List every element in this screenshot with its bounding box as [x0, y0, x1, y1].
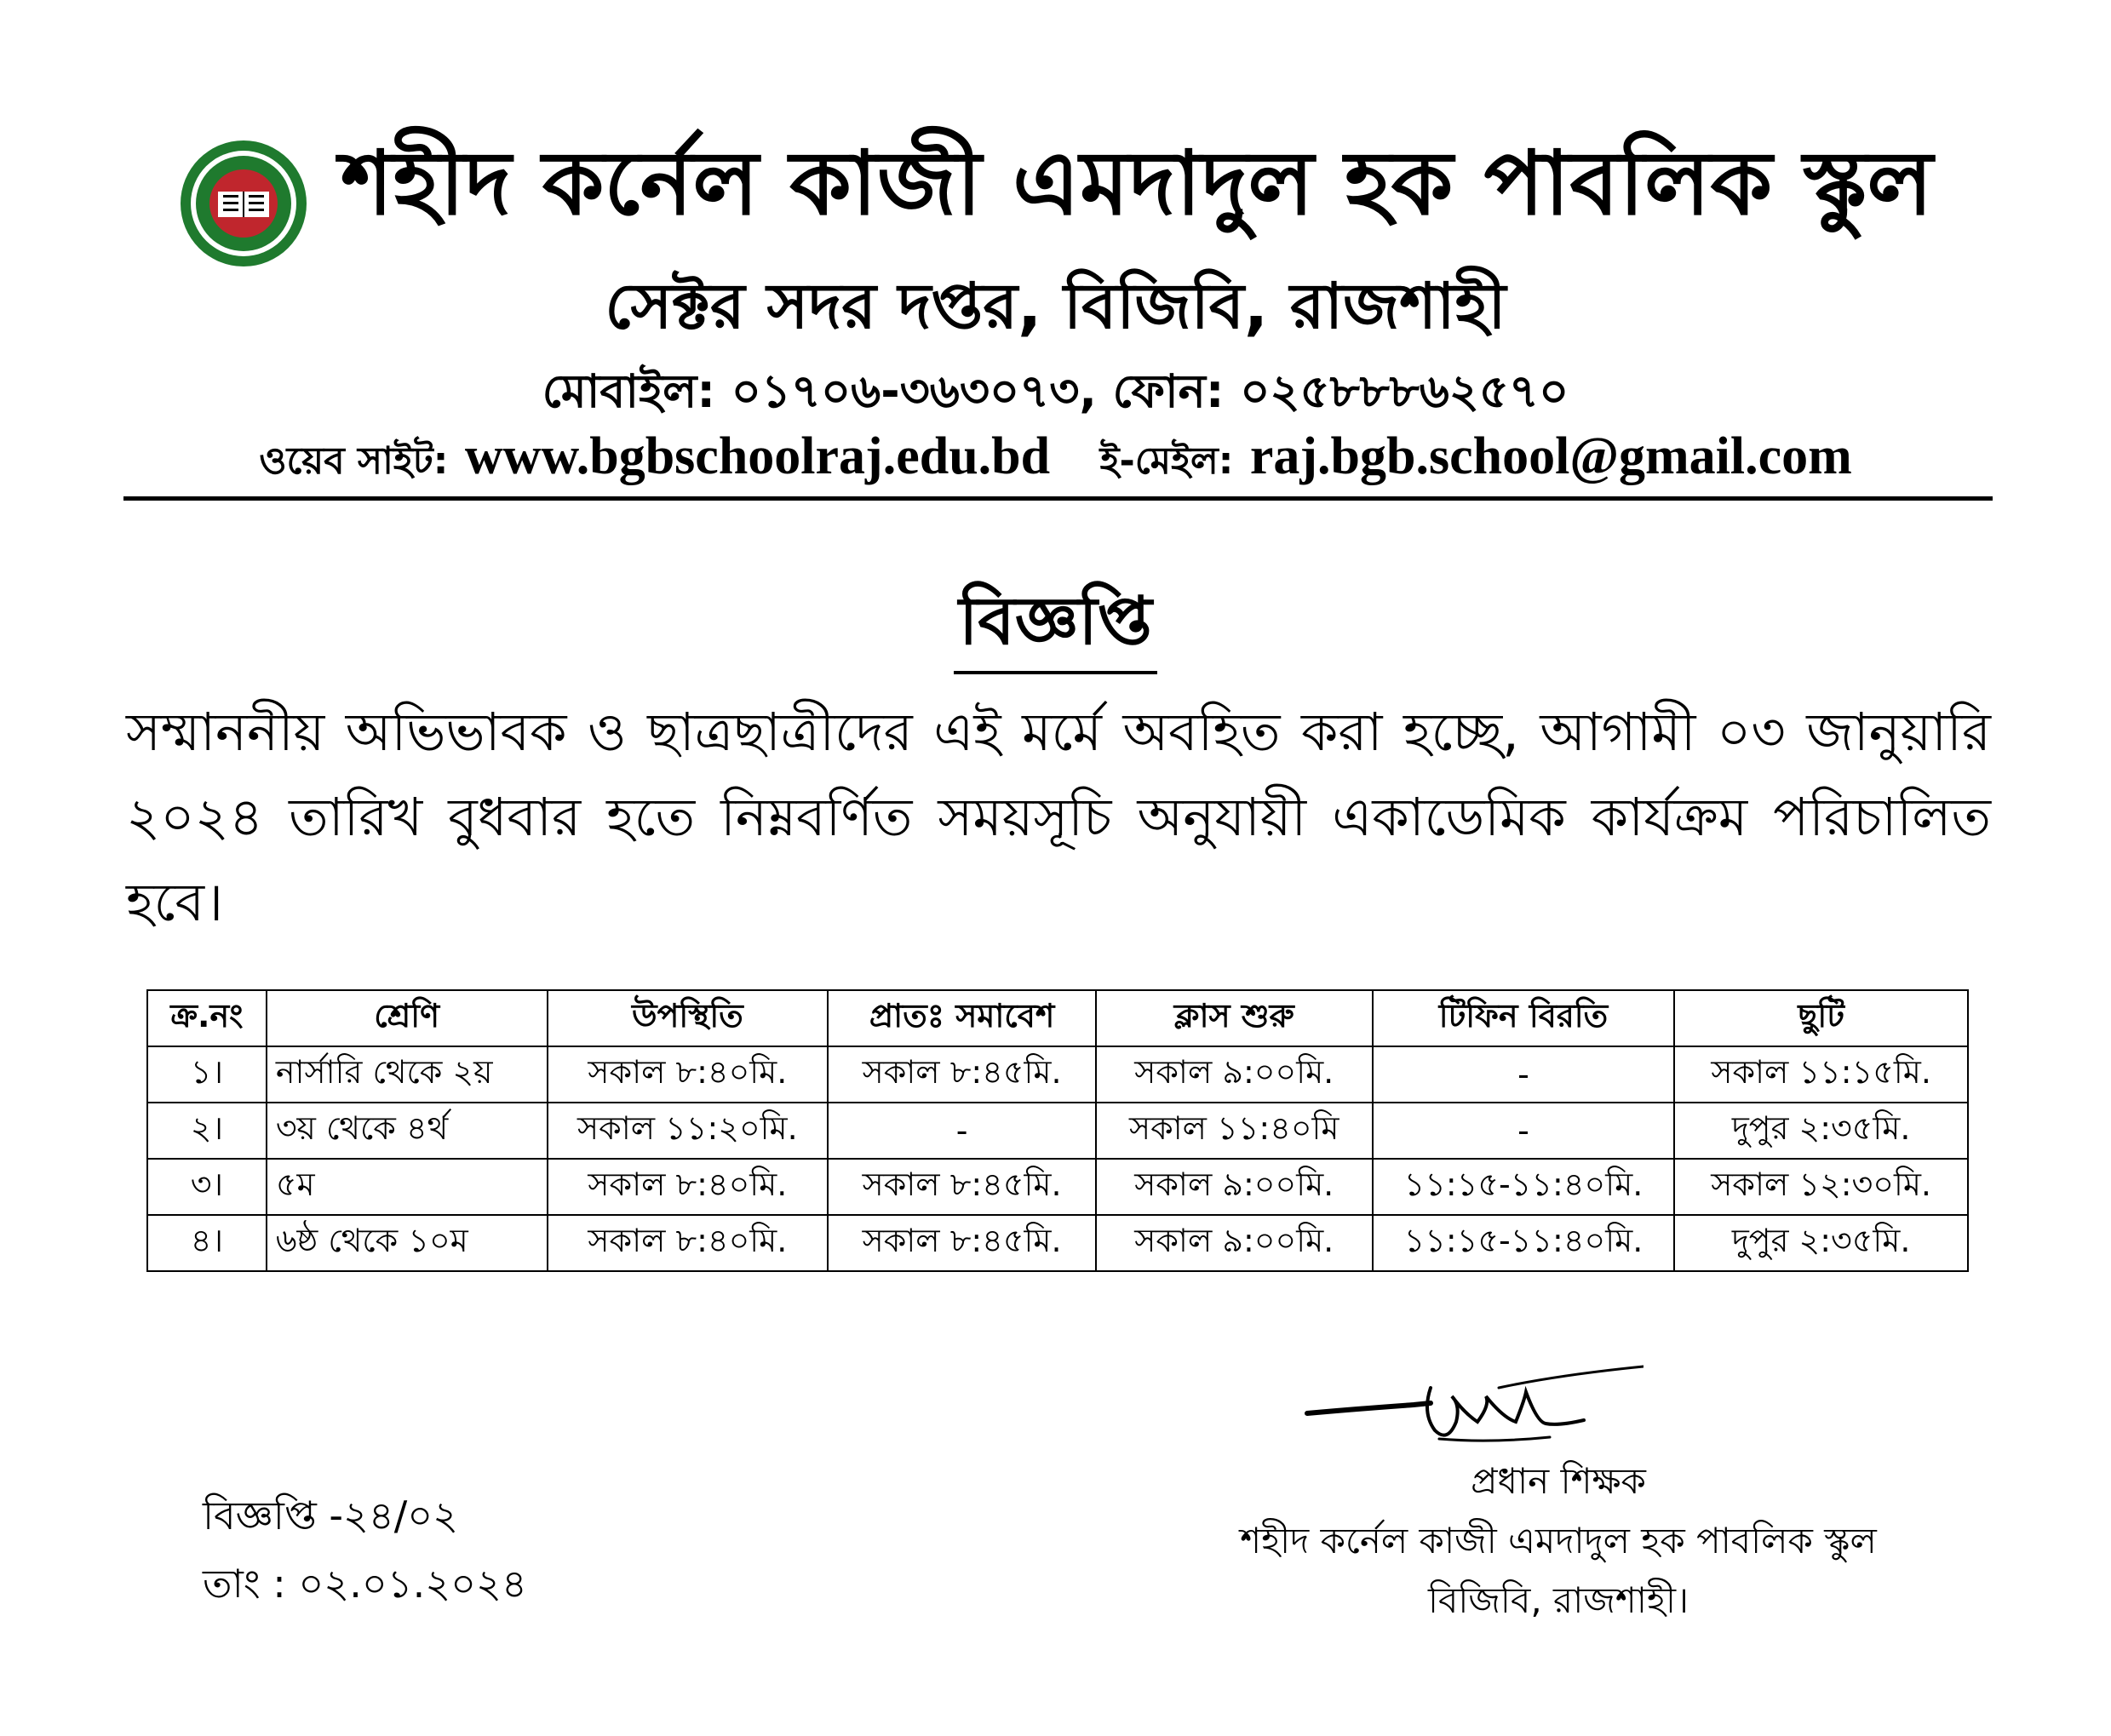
table-cell: ২।: [147, 1103, 267, 1159]
notice-reference-block: [203, 1481, 527, 1618]
table-row: [147, 1215, 1968, 1271]
website-link: www.bgbschoolraj.edu.bd: [464, 427, 1051, 485]
signatory-location: বিজিবি, রাজশাহী।: [1427, 1579, 1689, 1621]
column-header: শ্রেণি: [267, 990, 548, 1046]
table-cell: ১১:১৫-১১:৪০মি.: [1373, 1215, 1675, 1271]
notice-title-text: বিজ্ঞপ্তি: [954, 579, 1157, 674]
table-cell: সকাল ১১:৪০মি: [1096, 1103, 1373, 1159]
table-cell: সকাল ৮:৪০মি.: [548, 1046, 829, 1103]
table-cell: সকাল ৯:০০মি.: [1096, 1159, 1373, 1215]
column-header: ক্র.নং: [147, 990, 267, 1046]
schedule-table: [146, 989, 1969, 1272]
notice-title: [0, 579, 2111, 674]
table-cell: ৫ম: [267, 1159, 548, 1215]
school-name: শহীদ কর্নেল কাজী এমদাদুল হক পাবলিক স্কুল: [341, 131, 1933, 235]
column-header: টিফিন বিরতি: [1373, 990, 1675, 1046]
table-cell: সকাল ৮:৪৫মি.: [828, 1159, 1096, 1215]
table-cell: সকাল ৯:০০মি.: [1096, 1046, 1373, 1103]
table-header-row: [147, 990, 1968, 1046]
table-cell: সকাল ৮:৪৫মি.: [828, 1215, 1096, 1271]
table-cell: ১১:১৫-১১:৪০মি.: [1373, 1159, 1675, 1215]
table-cell: সকাল ১১:১৫মি.: [1674, 1046, 1968, 1103]
signatory-institution: শহীদ কর্নেল কাজী এমদাদুল হক পাবলিক স্কুল: [1240, 1520, 1877, 1561]
table-cell: ৪।: [147, 1215, 267, 1271]
table-row: [147, 1159, 1968, 1215]
table-cell: দুপুর ২:৩৫মি.: [1674, 1215, 1968, 1271]
table-cell: -: [1373, 1046, 1675, 1103]
signatory-block: [1133, 1452, 1984, 1630]
header-divider: [123, 496, 1993, 501]
website-label: ওয়েব সাইট:: [259, 439, 449, 483]
column-header: প্রাতঃ সমাবেশ: [828, 990, 1096, 1046]
table-cell: সকাল ১১:২০মি.: [548, 1103, 829, 1159]
email-address: raj.bgb.school@gmail.com: [1249, 427, 1852, 485]
notice-number: বিজ্ঞপ্তি -২৪/০২: [203, 1493, 459, 1538]
table-cell: সকাল ৮:৪০মি.: [548, 1159, 829, 1215]
school-address: সেক্টর সদর দপ্তর, বিজিবি, রাজশাহী: [605, 270, 1506, 343]
column-header: উপস্থিতি: [548, 990, 829, 1046]
table-cell: ৩য় থেকে ৪র্থ: [267, 1103, 548, 1159]
table-row: [147, 1046, 1968, 1103]
school-logo: [179, 139, 308, 268]
contact-info: মোবাইল: ০১৭০৬-৩৬৩০৭৩, ফোন: ০২৫৮৮৮৬২৫৭০: [542, 364, 1569, 418]
headmaster-signature: [1303, 1362, 1643, 1456]
notice-body: সম্মাননীয় অভিভাবক ও ছাত্রছাত্রীদের এই মর্মে অবহিত করা হচ্ছে, আগামী ০৩ জানুয়ারি ২০২৪ তারিখ বুধবার হতে নিম্নবর্ণিত সময়সূচি অনুযায়ী একাডেমিক কার্যক্রম পরিচালিত হবে।: [126, 701, 1991, 933]
column-header: ক্লাস শুরু: [1096, 990, 1373, 1046]
table-cell: ৬ষ্ঠ থেকে ১০ম: [267, 1215, 548, 1271]
table-cell: দুপুর ২:৩৫মি.: [1674, 1103, 1968, 1159]
table-cell: ৩।: [147, 1159, 267, 1215]
notice-date: তাং : ০২.০১.২০২৪: [203, 1561, 527, 1607]
table-cell: সকাল ৯:০০মি.: [1096, 1215, 1373, 1271]
column-header: ছুটি: [1674, 990, 1968, 1046]
web-email-line: [0, 426, 2111, 492]
table-cell: ১।: [147, 1046, 267, 1103]
table-cell: -: [828, 1103, 1096, 1159]
table-cell: সকাল ৮:৪০মি.: [548, 1215, 829, 1271]
table-cell: সকাল ১২:৩০মি.: [1674, 1159, 1968, 1215]
email-label: ই-মেইল:: [1099, 439, 1234, 483]
table-cell: সকাল ৮:৪৫মি.: [828, 1046, 1096, 1103]
signatory-designation: প্রধান শিক্ষক: [1471, 1460, 1646, 1502]
table-cell: -: [1373, 1103, 1675, 1159]
table-cell: নার্সারি থেকে ২য়: [267, 1046, 548, 1103]
table-row: [147, 1103, 1968, 1159]
